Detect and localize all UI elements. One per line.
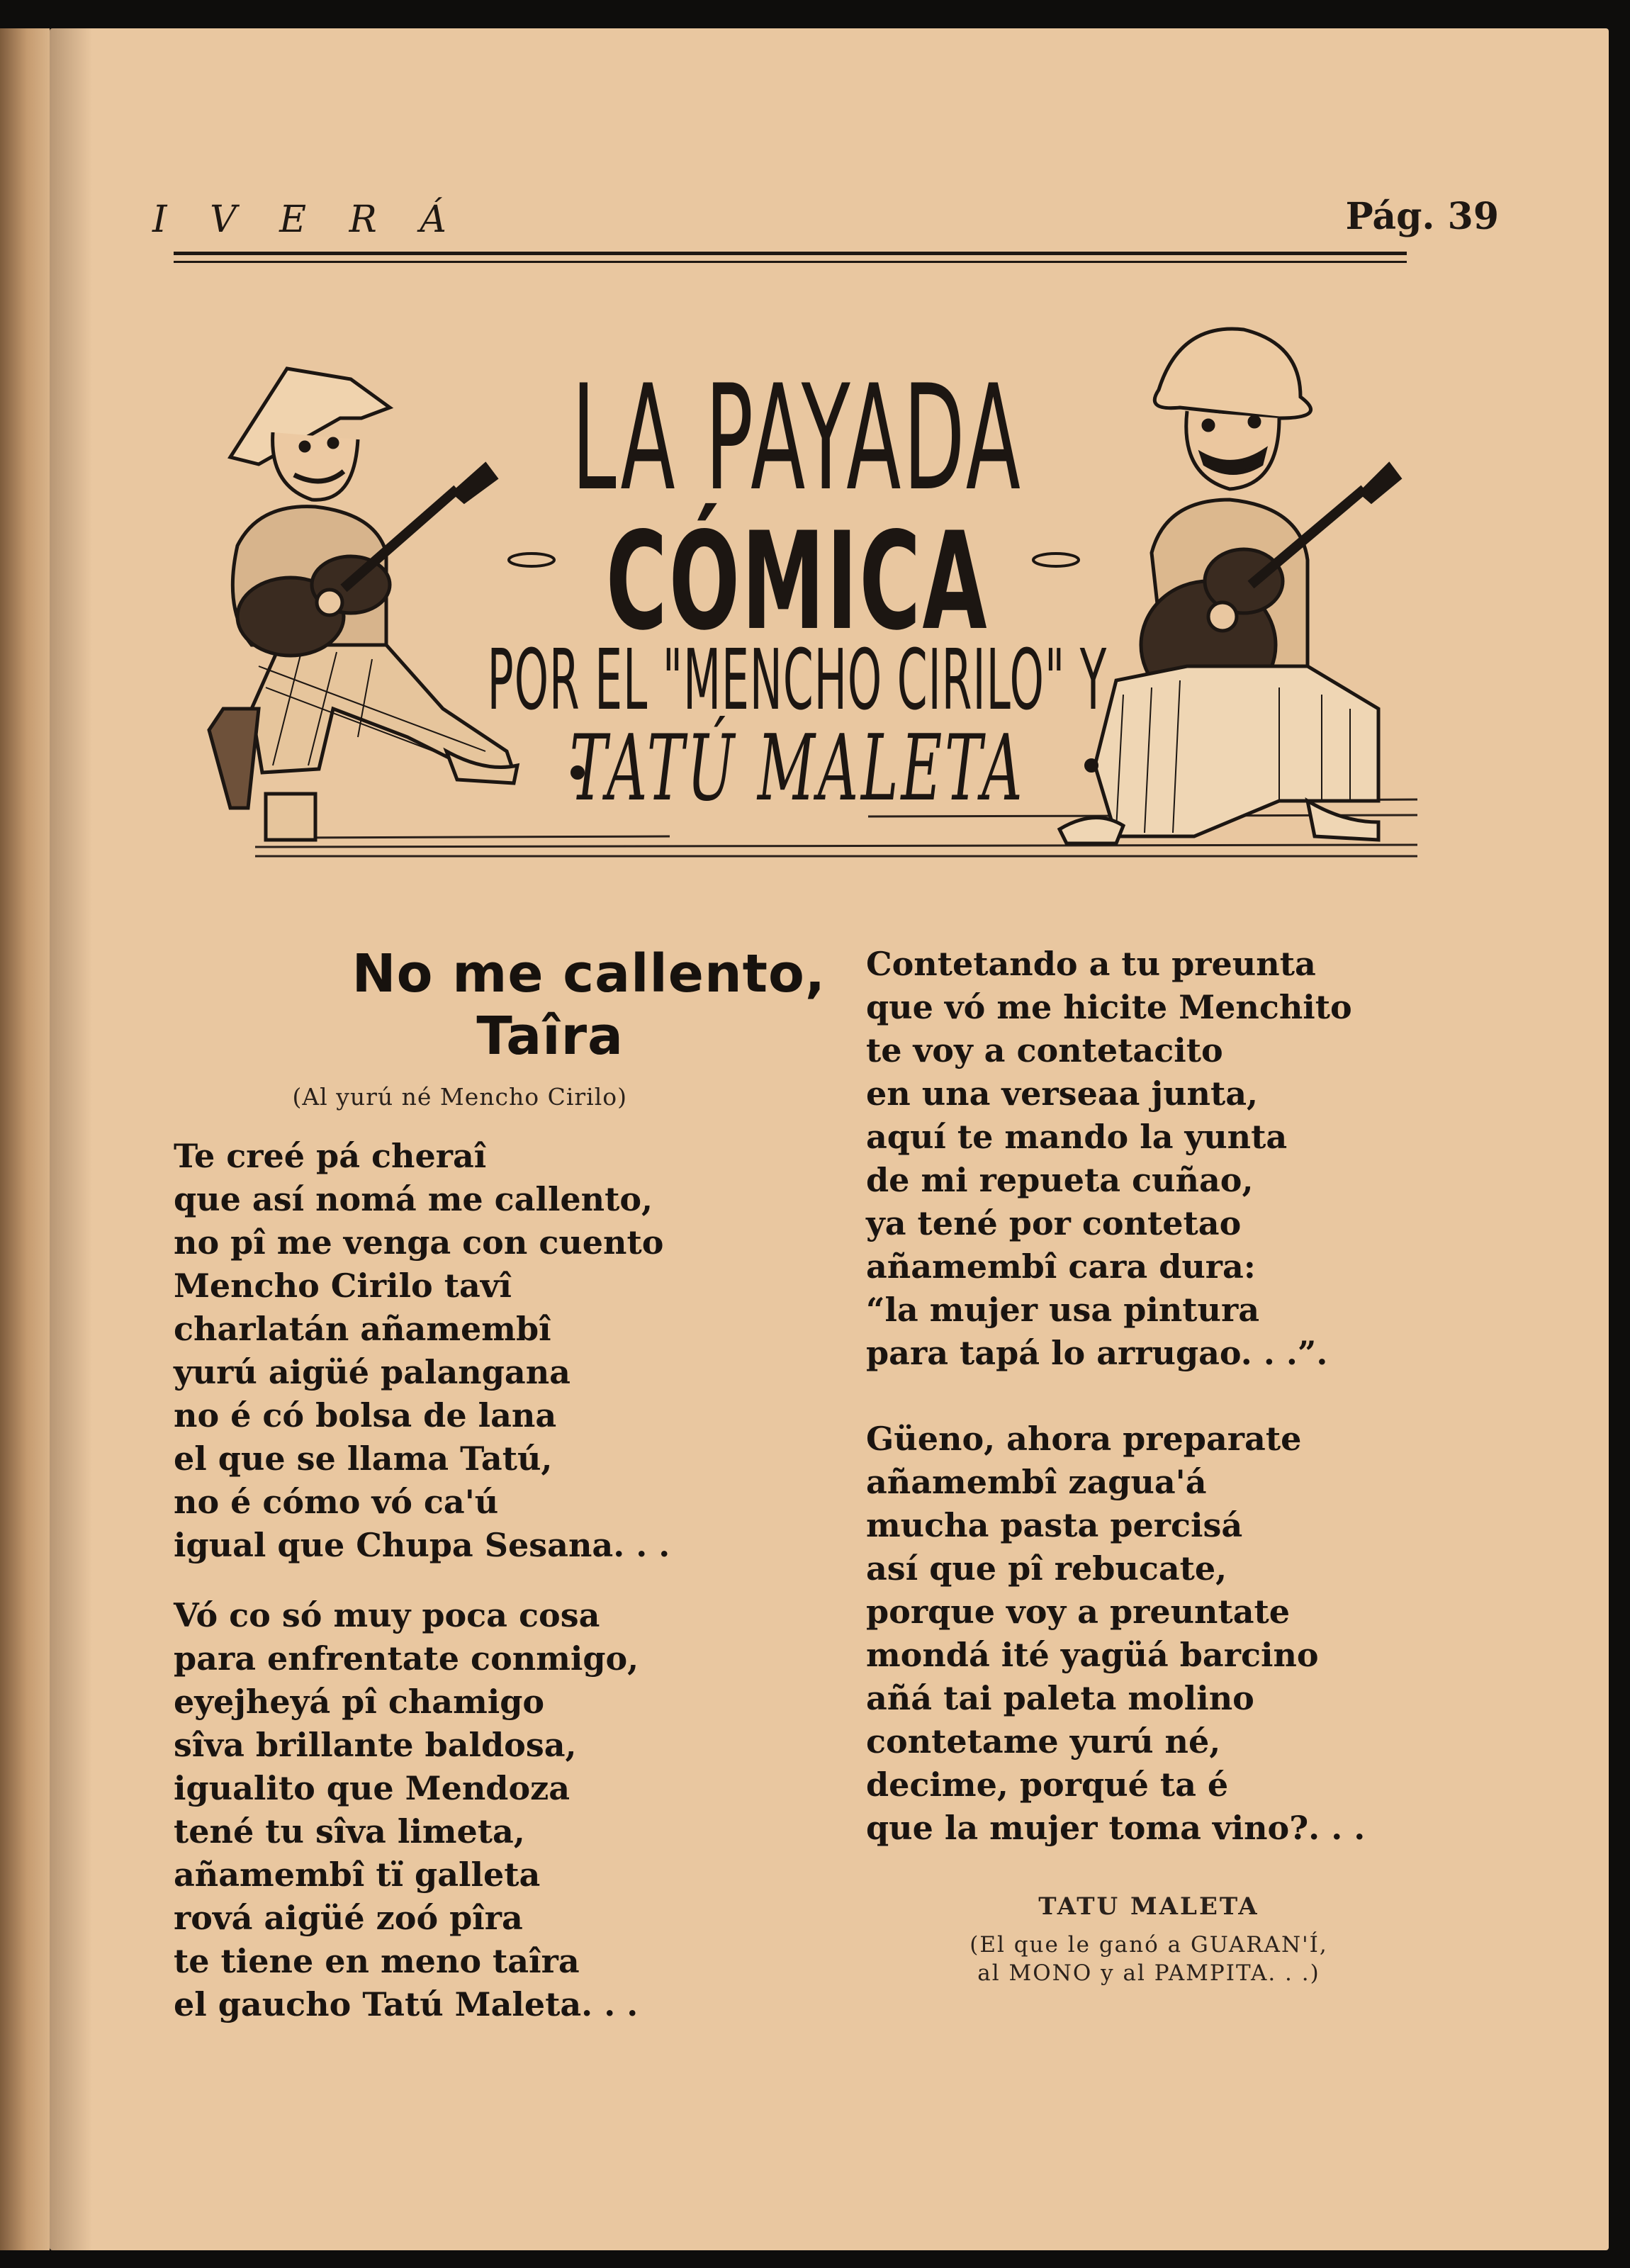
verse-line: así que pî rebucate, [866, 1549, 1227, 1588]
verse-line: Te creé pá cheraî [174, 1137, 487, 1175]
verse-line: aquí te mando la yunta [866, 1118, 1288, 1156]
verse-line: contetame yurú né, [866, 1722, 1221, 1761]
author-note [866, 1931, 1432, 1987]
verse-line: de mi repueta cuñao, [866, 1161, 1254, 1199]
verse-line: te voy a contetacito [866, 1031, 1223, 1070]
stanza-3 [822, 943, 1432, 1375]
verse-line: añamembî zagua'á [866, 1463, 1207, 1501]
verse-line: el gaucho Tatú Maleta. . . [174, 1985, 639, 2023]
verse-line: que vó me hicite Menchito [866, 988, 1352, 1026]
stanza-1 [174, 1135, 833, 1567]
header-rule [174, 252, 1407, 255]
verse-line: Contetando a tu preunta [866, 945, 1316, 983]
verse-line: que así nomá me callento, [174, 1180, 653, 1218]
verse-line: rová aigüé zoó pîra [174, 1899, 523, 1937]
author-note-line-2: al MONO y al PAMPITA. . .) [977, 1960, 1320, 1986]
verse-line: no pî me venga con cuento [174, 1223, 664, 1262]
verse-line: eyejheyá pî chamigo [174, 1683, 545, 1721]
verse-line: añá tai paleta molino [866, 1679, 1254, 1717]
illustration-title-1: LA PAYADA [571, 354, 1023, 523]
verse-line: tené tu sîva limeta, [174, 1812, 525, 1851]
verse-line: igualito que Mendoza [174, 1769, 570, 1807]
stanza-4 [822, 1418, 1432, 1850]
poem-title-line-2: Taîra [476, 1006, 624, 1067]
author-signature: TATU MALETA [1038, 1892, 1259, 1921]
verse-line: decime, porqué ta é [866, 1765, 1229, 1804]
verse-line: te tiene en meno taîra [174, 1942, 580, 1980]
poem-dedication: (Al yurú né Mencho Cirilo) [292, 1083, 627, 1111]
verse-line: yurú aigüé palangana [174, 1353, 570, 1391]
poem-title [174, 943, 833, 1067]
right-column [822, 943, 1432, 1987]
title-illustration [174, 312, 1421, 879]
gutter-shadow [50, 28, 92, 2250]
verse-line: para enfrentate conmigo, [174, 1639, 639, 1678]
verse-line: para tapá lo arrugao. . .”. [866, 1334, 1328, 1372]
illustration-title-2: CÓMICA [605, 503, 989, 660]
verse-line: sîva brillante baldosa, [174, 1726, 577, 1764]
verse-line: no é có bolsa de lana [174, 1396, 557, 1435]
stanza-2 [174, 1594, 833, 2026]
verse-line: Mencho Cirilo tavî [174, 1267, 512, 1305]
verse-line: en una verseaa junta, [866, 1074, 1259, 1113]
header-rule-thin [174, 261, 1407, 263]
verse-line: añamembî tï galleta [174, 1856, 541, 1894]
page-spine [0, 28, 50, 2250]
verse-line: “la mujer usa pintura [866, 1291, 1260, 1329]
page-number: Pág. 39 [1345, 195, 1499, 238]
verse-line: ya tené por contetao [866, 1204, 1242, 1242]
illustration-title-3: POR EL "MENCHO CIRILO" Y [487, 631, 1108, 729]
left-column [174, 943, 833, 2026]
verse-line: que la mujer toma vino?. . . [866, 1809, 1366, 1847]
verse-line: no é cómo vó ca'ú [174, 1483, 499, 1521]
verse-line: añamembî cara dura: [866, 1247, 1256, 1286]
verse-line: Vó co só muy poca cosa [174, 1596, 600, 1634]
verse-line: charlatán añamembî [174, 1310, 551, 1348]
verse-line: el que se llama Tatú, [174, 1439, 553, 1478]
verse-line: mucha pasta percisá [866, 1506, 1243, 1544]
verse-line: porque voy a preuntate [866, 1593, 1291, 1631]
verse-line: Güeno, ahora preparate [866, 1420, 1302, 1458]
illustration-title-4: TATÚ MALETA [569, 716, 1025, 821]
poem-title-line-1: No me callento, [352, 943, 826, 1004]
author-note-line-1: (El que le ganó a GUARAN'Í, [969, 1932, 1328, 1958]
magazine-name: I V E R Á [152, 198, 462, 241]
verse-line: igual que Chupa Sesana. . . [174, 1526, 670, 1564]
verse-line: mondá ité yagüá barcino [866, 1636, 1319, 1674]
